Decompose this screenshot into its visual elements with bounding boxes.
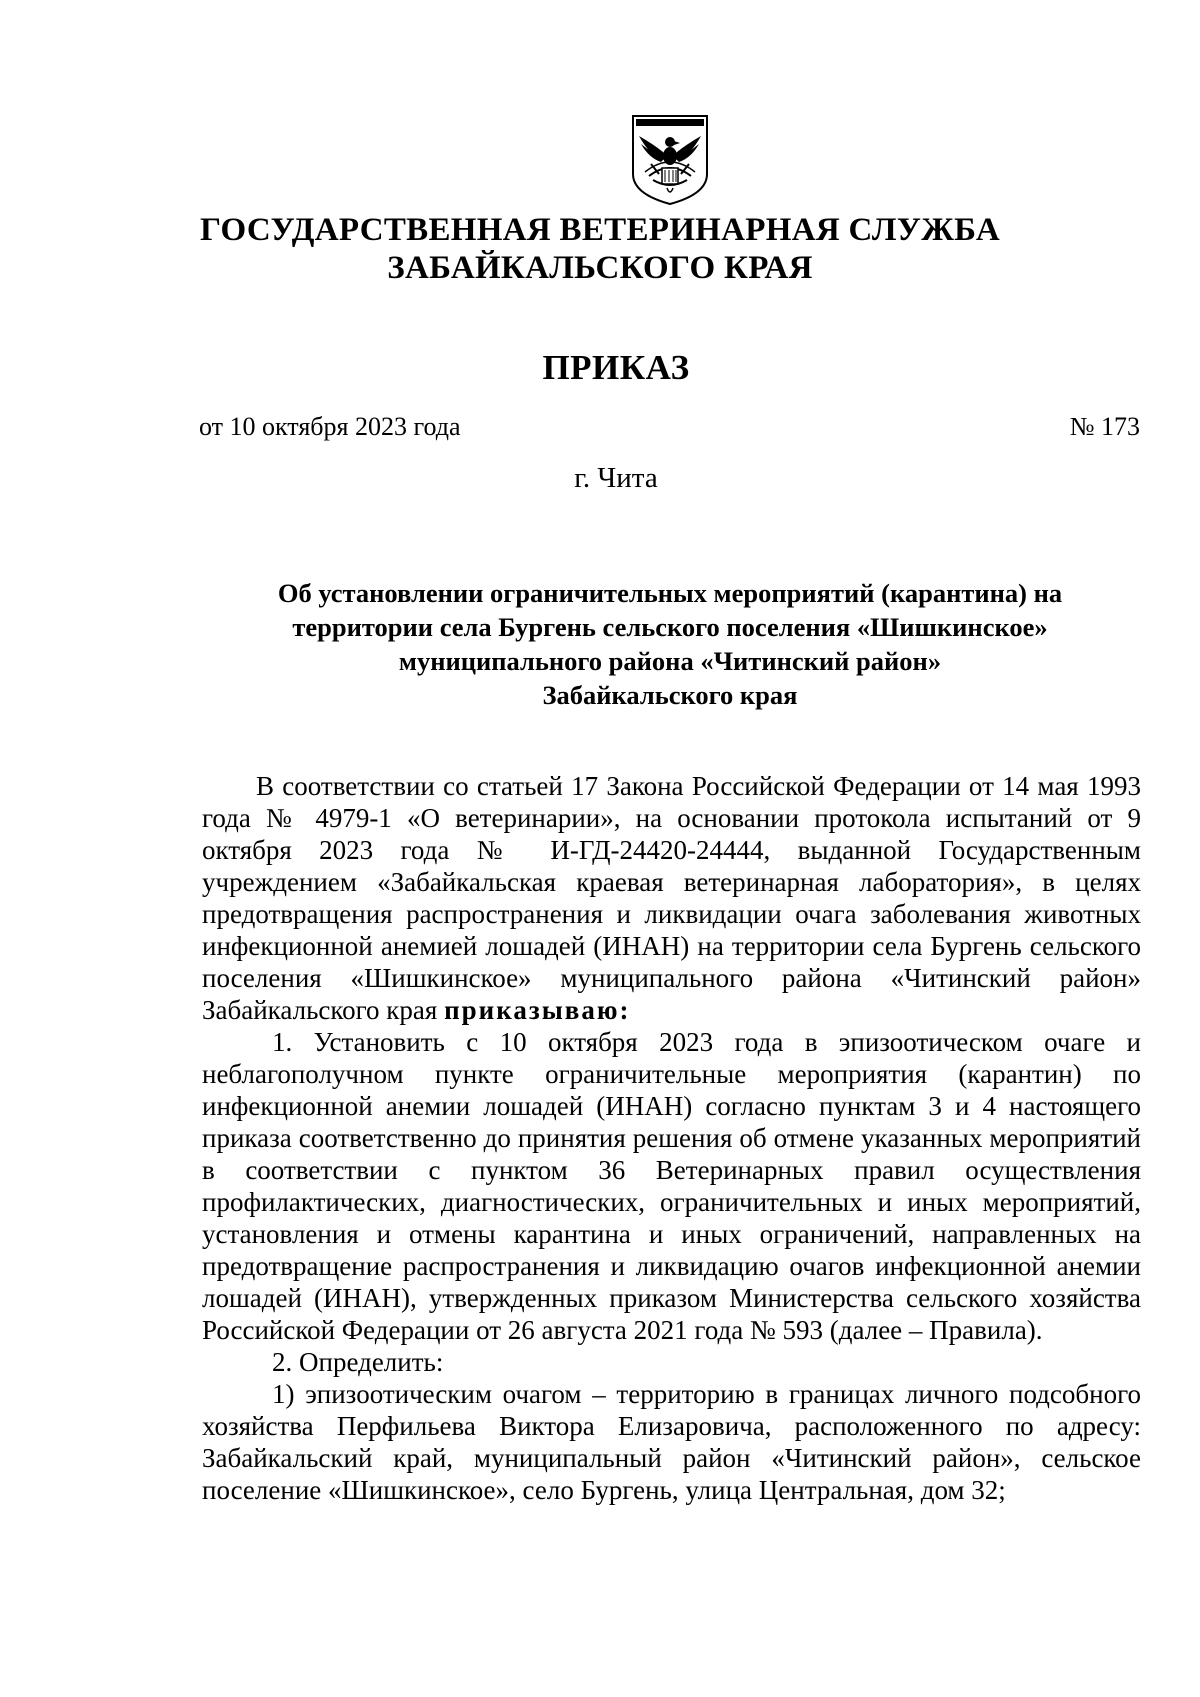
title-line3: муниципального района «Читинский район» [398, 646, 942, 676]
document-number: № 173 [1069, 412, 1140, 441]
document-city: г. Чита [574, 462, 658, 494]
order-word: приказываю: [444, 995, 631, 1025]
item-2-paragraph: 2. Определить: [272, 1347, 444, 1377]
document-body [202, 770, 1141, 1506]
item-1-paragraph: 1. Установить с 10 октября 2023 года в эпизоотическом очаге и неблагополучном пункте ограничительные мероприятия (карантин) по инфекционной анемии лошадей (ИНАН) согласно пунктам 3 и 4 настоящего приказа соответственно до принятия решения об отмене указанных мероприятий в соответствии с пунктом 36 Ветеринарных правил осуществления профилактических, диагностических, ограничительных и иных мероприятий, установления и отмены карантина и иных ограничений, направленных на предотвращение распространения и ликвидацию очагов инфекционной анемии лошадей (ИНАН), утвержденных приказом Министерства сельского хозяйства Российской Федерации от 26 августа 2021 года № 593 (далее – Правила). [202, 1027, 1141, 1345]
document-date: от 10 октября 2023 года [199, 412, 461, 441]
document-title [200, 576, 1140, 712]
title-line2: территории села Бургень сельского поселения «Шишкинское» [292, 612, 1048, 642]
preamble-text: В соответствии со статьей 17 Закона Российской Федерации от 14 мая 1993 года № 4979-1 «О ветеринарии», на основании протокола испытаний от 9 октября 2023 года № И-ГД-24420-24444, выданной Государственным учреждением «Забайкальская краевая ветеринарная лаборатория», в целях предотвращения распространения и ликвидации очага заболевания животных инфекционной анемией лошадей (ИНАН) на территории села Бургень сельского поселения «Шишкинское» муниципального района «Читинский район» Забайкальского края [202, 771, 1141, 1025]
title-line1: Об установлении ограничительных мероприятий (карантина) на [277, 578, 1063, 608]
organization-name-line2: ЗАБАЙКАЛЬСКОГО КРАЯ [387, 250, 813, 286]
preamble-paragraph [202, 770, 1141, 1026]
coat-of-arms-emblem [631, 114, 709, 206]
title-line4: Забайкальского края [542, 680, 798, 710]
document-type: ПРИКАЗ [542, 348, 690, 387]
item-2-1-paragraph: 1) эпизоотическим очагом – территорию в границах личного подсобного хозяйства Перфильева Виктора Елизаровича, расположенного по адресу: Забайкальский край, муниципальный район «Читинский район», сельское поселение «Шишкинское», село Бургень, улица Центральная, дом 32; [202, 1379, 1141, 1505]
organization-name-line1: ГОСУДАРСТВЕННАЯ ВЕТЕРИНАРНАЯ СЛУЖБА [199, 212, 1000, 248]
